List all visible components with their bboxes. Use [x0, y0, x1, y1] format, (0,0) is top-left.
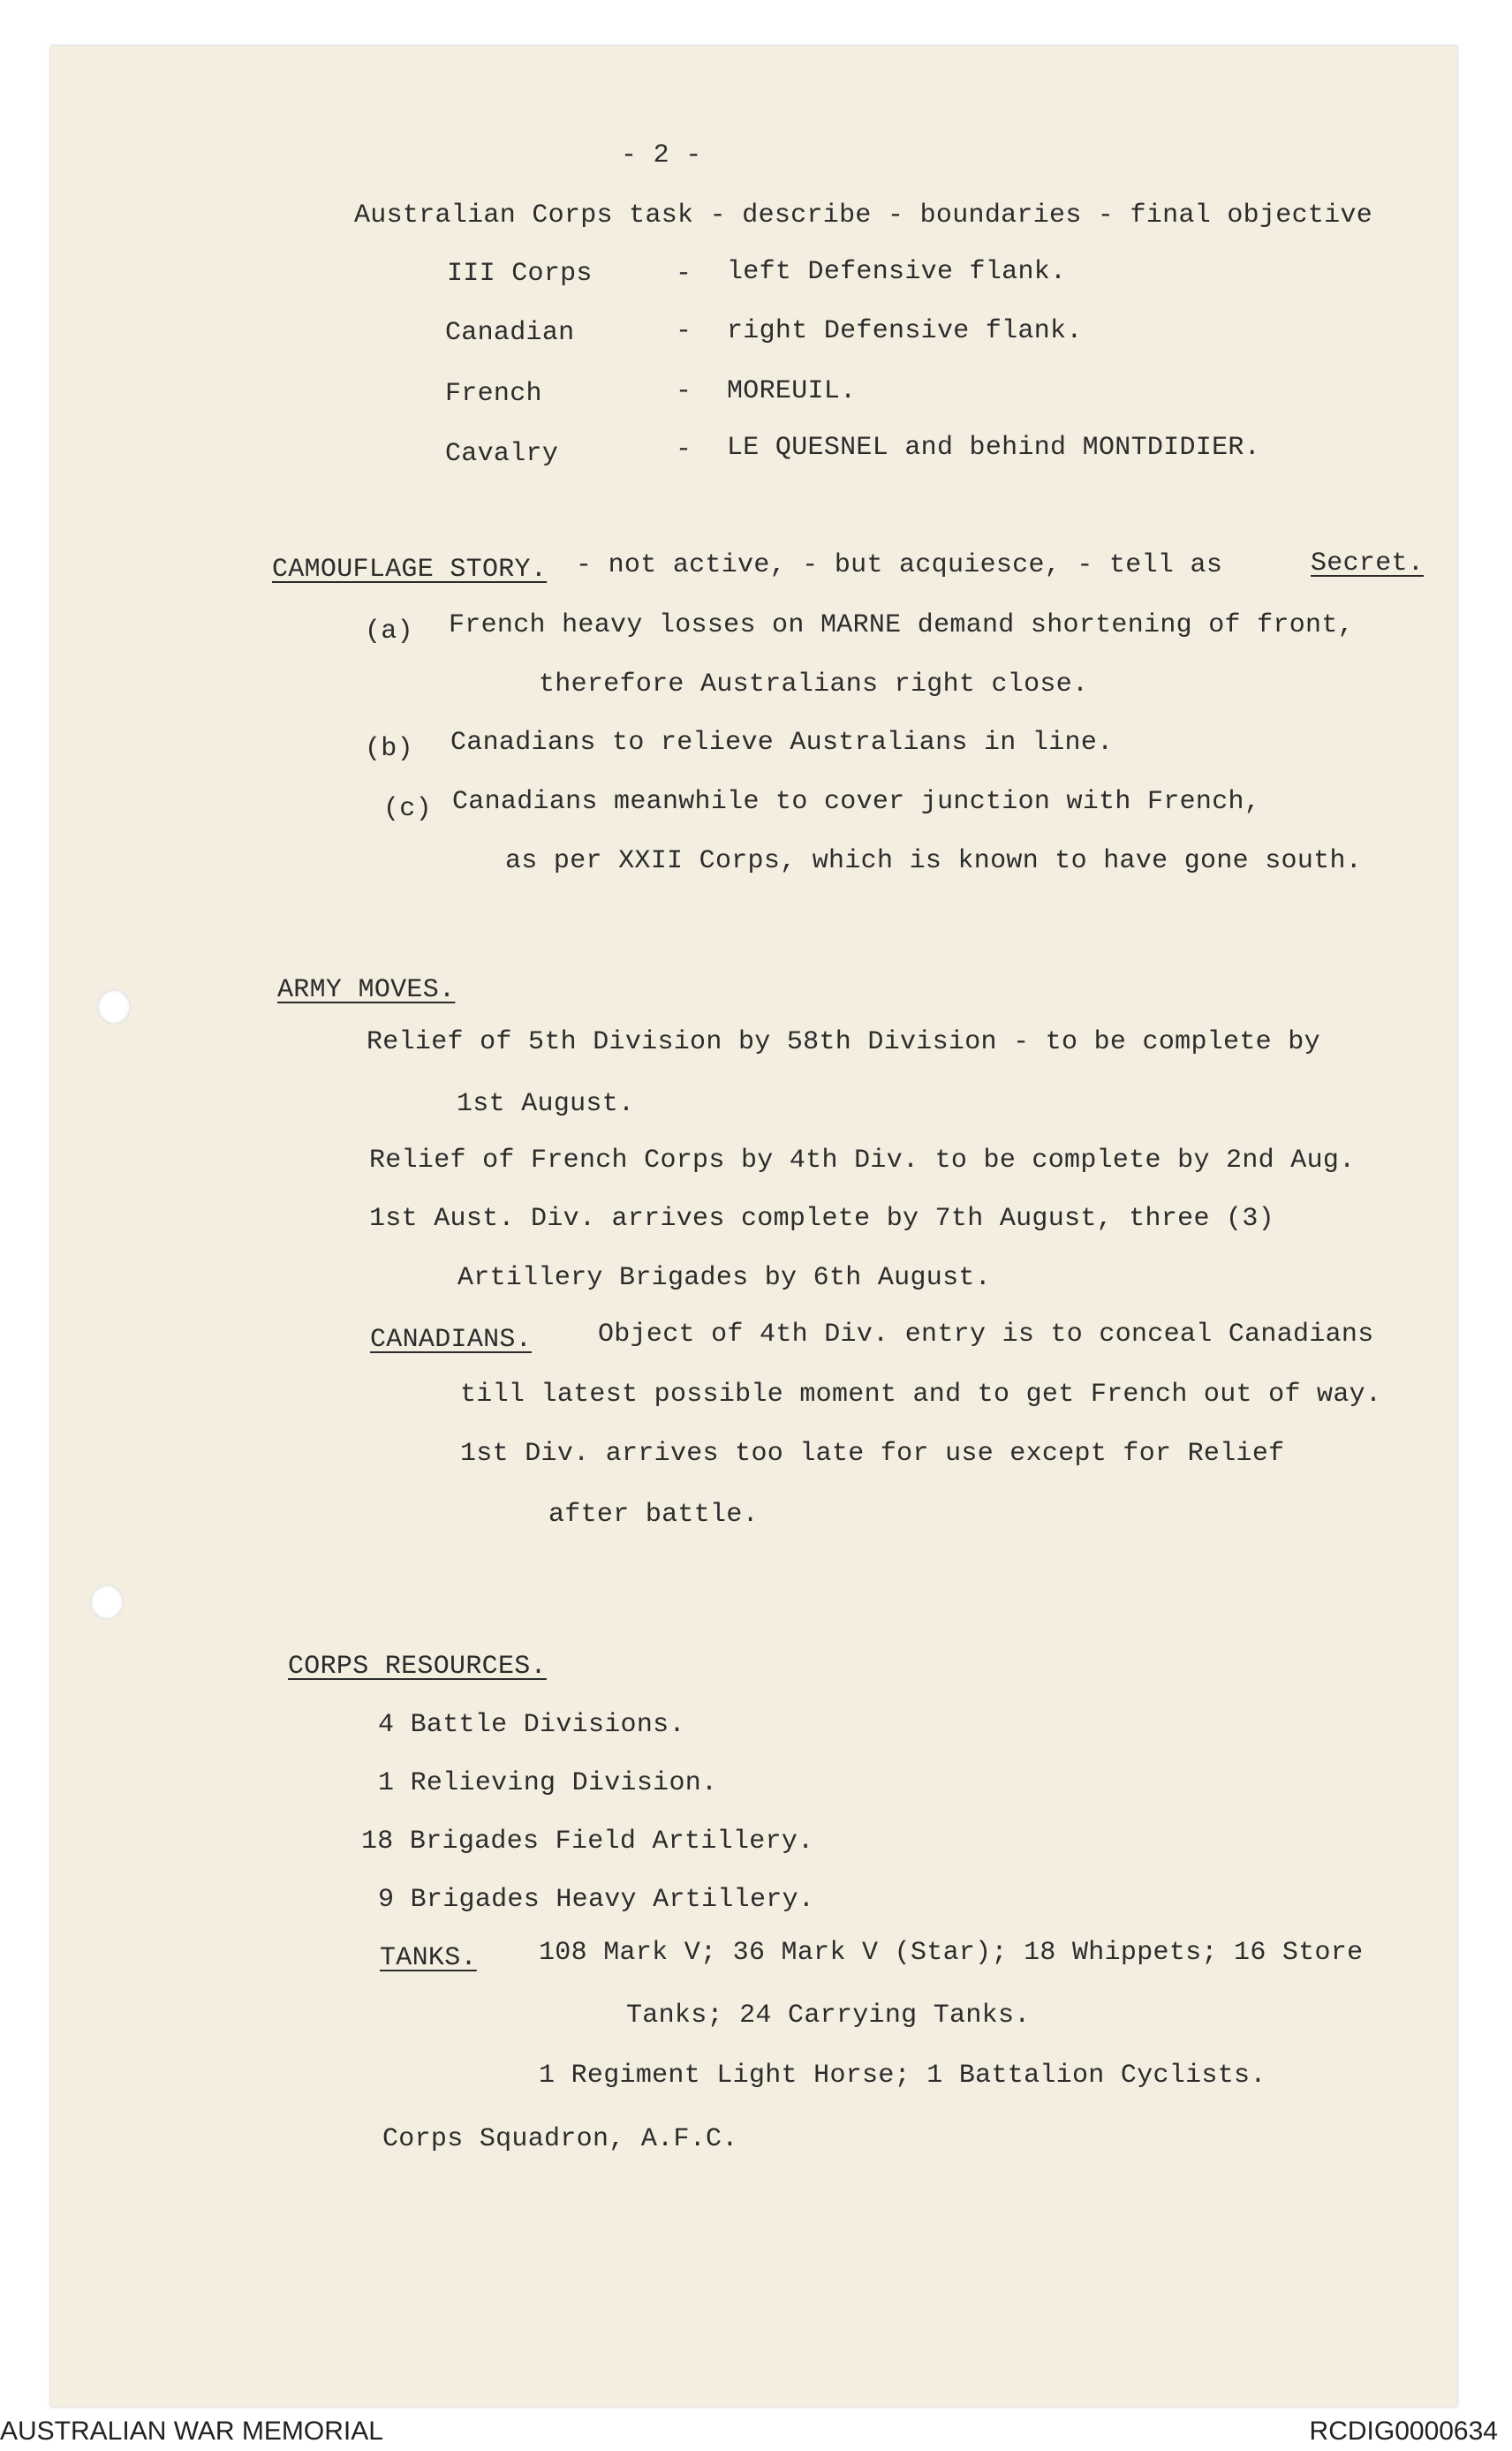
camouflage-b-marker: (b): [365, 734, 413, 764]
intro-row-dash: -: [676, 376, 692, 406]
intro-row-dash: -: [676, 259, 692, 289]
tanks-label: TANKS.: [380, 1943, 477, 1973]
corps-resources-line: 108 Mark V; 36 Mark V (Star); 18 Whippets; 16 Store: [539, 1938, 1364, 1968]
army-moves-line: 1st Div. arrives too late for use except for Relief: [460, 1439, 1285, 1469]
army-moves-line: Object of 4th Div. entry is to conceal Canadians: [598, 1320, 1374, 1350]
corps-resources-line: Corps Squadron, A.F.C.: [382, 2124, 738, 2154]
intro-row-text: left Defensive flank.: [727, 257, 1067, 287]
intro-row-text: MOREUIL.: [727, 376, 857, 406]
army-moves-line: Relief of 5th Division by 58th Division - to be complete by: [367, 1027, 1320, 1057]
intro-row-label: Cavalry: [445, 439, 559, 469]
intro-row-label: French: [445, 379, 542, 409]
corps-resources-line: 1 Relieving Division.: [378, 1768, 718, 1798]
army-moves-line: 1st August.: [457, 1089, 635, 1119]
camouflage-c-line: Canadians meanwhile to cover junction with French,: [452, 787, 1261, 817]
army-moves-line: Relief of French Corps by 4th Div. to be complete by 2nd Aug.: [369, 1146, 1356, 1176]
intro-row-label: III Corps: [447, 259, 593, 289]
army-moves-line: 1st Aust. Div. arrives complete by 7th August, three (3): [369, 1204, 1274, 1234]
camouflage-c-marker: (c): [383, 794, 432, 824]
footer-institution: AUSTRALIAN WAR MEMORIAL: [0, 2417, 383, 2446]
intro-row-text: LE QUESNEL and behind MONTDIDIER.: [727, 433, 1260, 463]
intro-row-label: Canadian: [445, 318, 575, 348]
army-moves-line: till latest possible moment and to get French out of way.: [460, 1380, 1382, 1410]
corps-resources-line: 18 Brigades Field Artillery.: [361, 1827, 814, 1857]
army-moves-heading: ARMY MOVES.: [277, 975, 456, 1005]
camouflage-b-line: Canadians to relieve Australians in line.: [450, 728, 1114, 758]
intro-line: Australian Corps task - describe - boundaries - final objective: [354, 200, 1373, 231]
intro-row-dash: -: [676, 435, 692, 465]
corps-resources-line: 1 Regiment Light Horse; 1 Battalion Cyclists.: [539, 2061, 1266, 2091]
camouflage-heading-rest: - not active, - but acquiesce, - tell as: [576, 550, 1223, 580]
corps-resources-heading: CORPS RESOURCES.: [288, 1652, 547, 1682]
army-moves-line: Artillery Brigades by 6th August.: [457, 1263, 991, 1293]
corps-resources-line: 9 Brigades Heavy Artillery.: [378, 1885, 815, 1915]
corps-resources-line: Tanks; 24 Carrying Tanks.: [626, 2001, 1031, 2031]
corps-resources-line: 4 Battle Divisions.: [378, 1710, 685, 1740]
canadians-label: CANADIANS.: [370, 1325, 533, 1355]
footer-record-id: RCDIG0000634: [1309, 2417, 1498, 2446]
punch-hole-upper: [97, 989, 131, 1025]
camouflage-c-line: as per XXII Corps, which is known to have gone south.: [505, 846, 1363, 876]
camouflage-heading: CAMOUFLAGE STORY.: [272, 555, 548, 585]
camouflage-a-marker: (a): [365, 617, 413, 647]
army-moves-line: after battle.: [548, 1500, 759, 1530]
camouflage-a-line: French heavy losses on MARNE demand shortening of front,: [449, 610, 1354, 640]
punch-hole-lower: [90, 1585, 124, 1620]
intro-row-text: right Defensive flank.: [727, 316, 1083, 346]
camouflage-a-line: therefore Australians right close.: [539, 669, 1089, 700]
page-number: - 2 -: [621, 140, 702, 170]
intro-row-dash: -: [676, 316, 692, 346]
camouflage-secret: Secret.: [1311, 548, 1425, 579]
